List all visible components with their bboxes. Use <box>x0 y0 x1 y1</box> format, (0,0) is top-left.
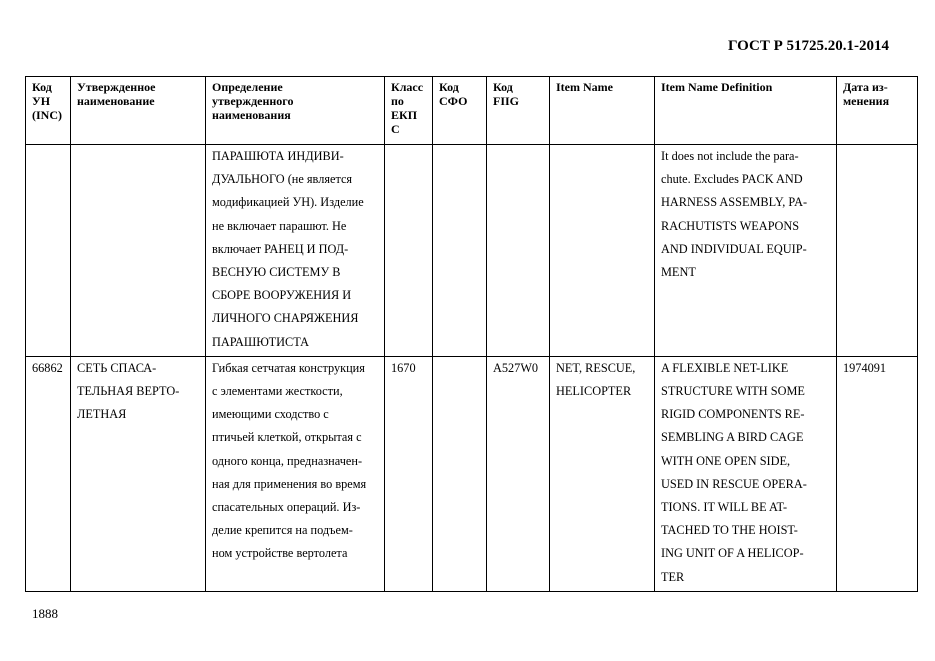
table-row <box>26 145 918 357</box>
col-header-item-name: Item Name <box>550 77 655 145</box>
table-row <box>26 356 918 591</box>
cell-item-name <box>550 145 655 357</box>
col-header-definition: Определение утвержденного наименования <box>206 77 385 145</box>
col-header-date: Дата из- менения <box>837 77 918 145</box>
col-header-item-definition: Item Name Definition <box>655 77 837 145</box>
cell-definition: ПАРАШЮТА ИНДИВИ- ДУАЛЬНОГО (не является модификацией УН). Изделие не включает парашют. Не включает РАНЕЦ И ПОД- ВЕСНУЮ СИСТЕМУ В СБОРЕ ВООРУЖЕНИЯ И ЛИЧНОГО СНАРЯЖЕНИЯ ПАРАШЮТИСТА <box>206 145 385 357</box>
cell-name: СЕТЬ СПАСА- ТЕЛЬНАЯ ВЕРТО- ЛЕТНАЯ <box>71 356 206 591</box>
col-header-fiig: Код FIIG <box>487 77 550 145</box>
col-header-name: Утвержденное наименование <box>71 77 206 145</box>
cell-name <box>71 145 206 357</box>
cell-item-definition: A FLEXIBLE NET-LIKE STRUCTURE WITH SOME RIGID COMPONENTS RE- SEMBLING A BIRD CAGE WITH ONE OPEN SIDE, USED IN RESCUE OPERA- TIONS. IT WILL BE AT- TACHED TO THE HOIST- ING UNIT OF A HELICOP- TER <box>655 356 837 591</box>
cell-fiig <box>487 145 550 357</box>
cell-definition: Гибкая сетчатая конструкция с элементами жесткости, имеющими сходство с птичьей клеткой, открытая с одного конца, предназначен- ная для применения во время спасательных операций. Из- делие крепится на подъем- ном устройстве вертолета <box>206 356 385 591</box>
catalog-table <box>25 76 918 592</box>
col-header-sfo: Код СФО <box>433 77 487 145</box>
cell-item-name: NET, RESCUE, HELICOPTER <box>550 356 655 591</box>
cell-class <box>385 145 433 357</box>
cell-code <box>26 145 71 357</box>
cell-sfo <box>433 145 487 357</box>
col-header-class: Класс по ЕКП С <box>385 77 433 145</box>
document-id: ГОСТ Р 51725.20.1-2014 <box>727 38 889 54</box>
page-number: 1888 <box>32 606 58 621</box>
table-header-row <box>26 77 918 145</box>
col-header-code: Код УН (INC) <box>26 77 71 145</box>
cell-code: 66862 <box>26 356 71 591</box>
cell-item-definition: It does not include the para- chute. Excludes PACK AND HARNESS ASSEMBLY, PA- RACHUTISTS WEAPONS AND INDIVIDUAL EQUIP- MENT <box>655 145 837 357</box>
cell-date <box>837 145 918 357</box>
cell-class: 1670 <box>385 356 433 591</box>
cell-sfo <box>433 356 487 591</box>
cell-date: 1974091 <box>837 356 918 591</box>
cell-fiig: A527W0 <box>487 356 550 591</box>
